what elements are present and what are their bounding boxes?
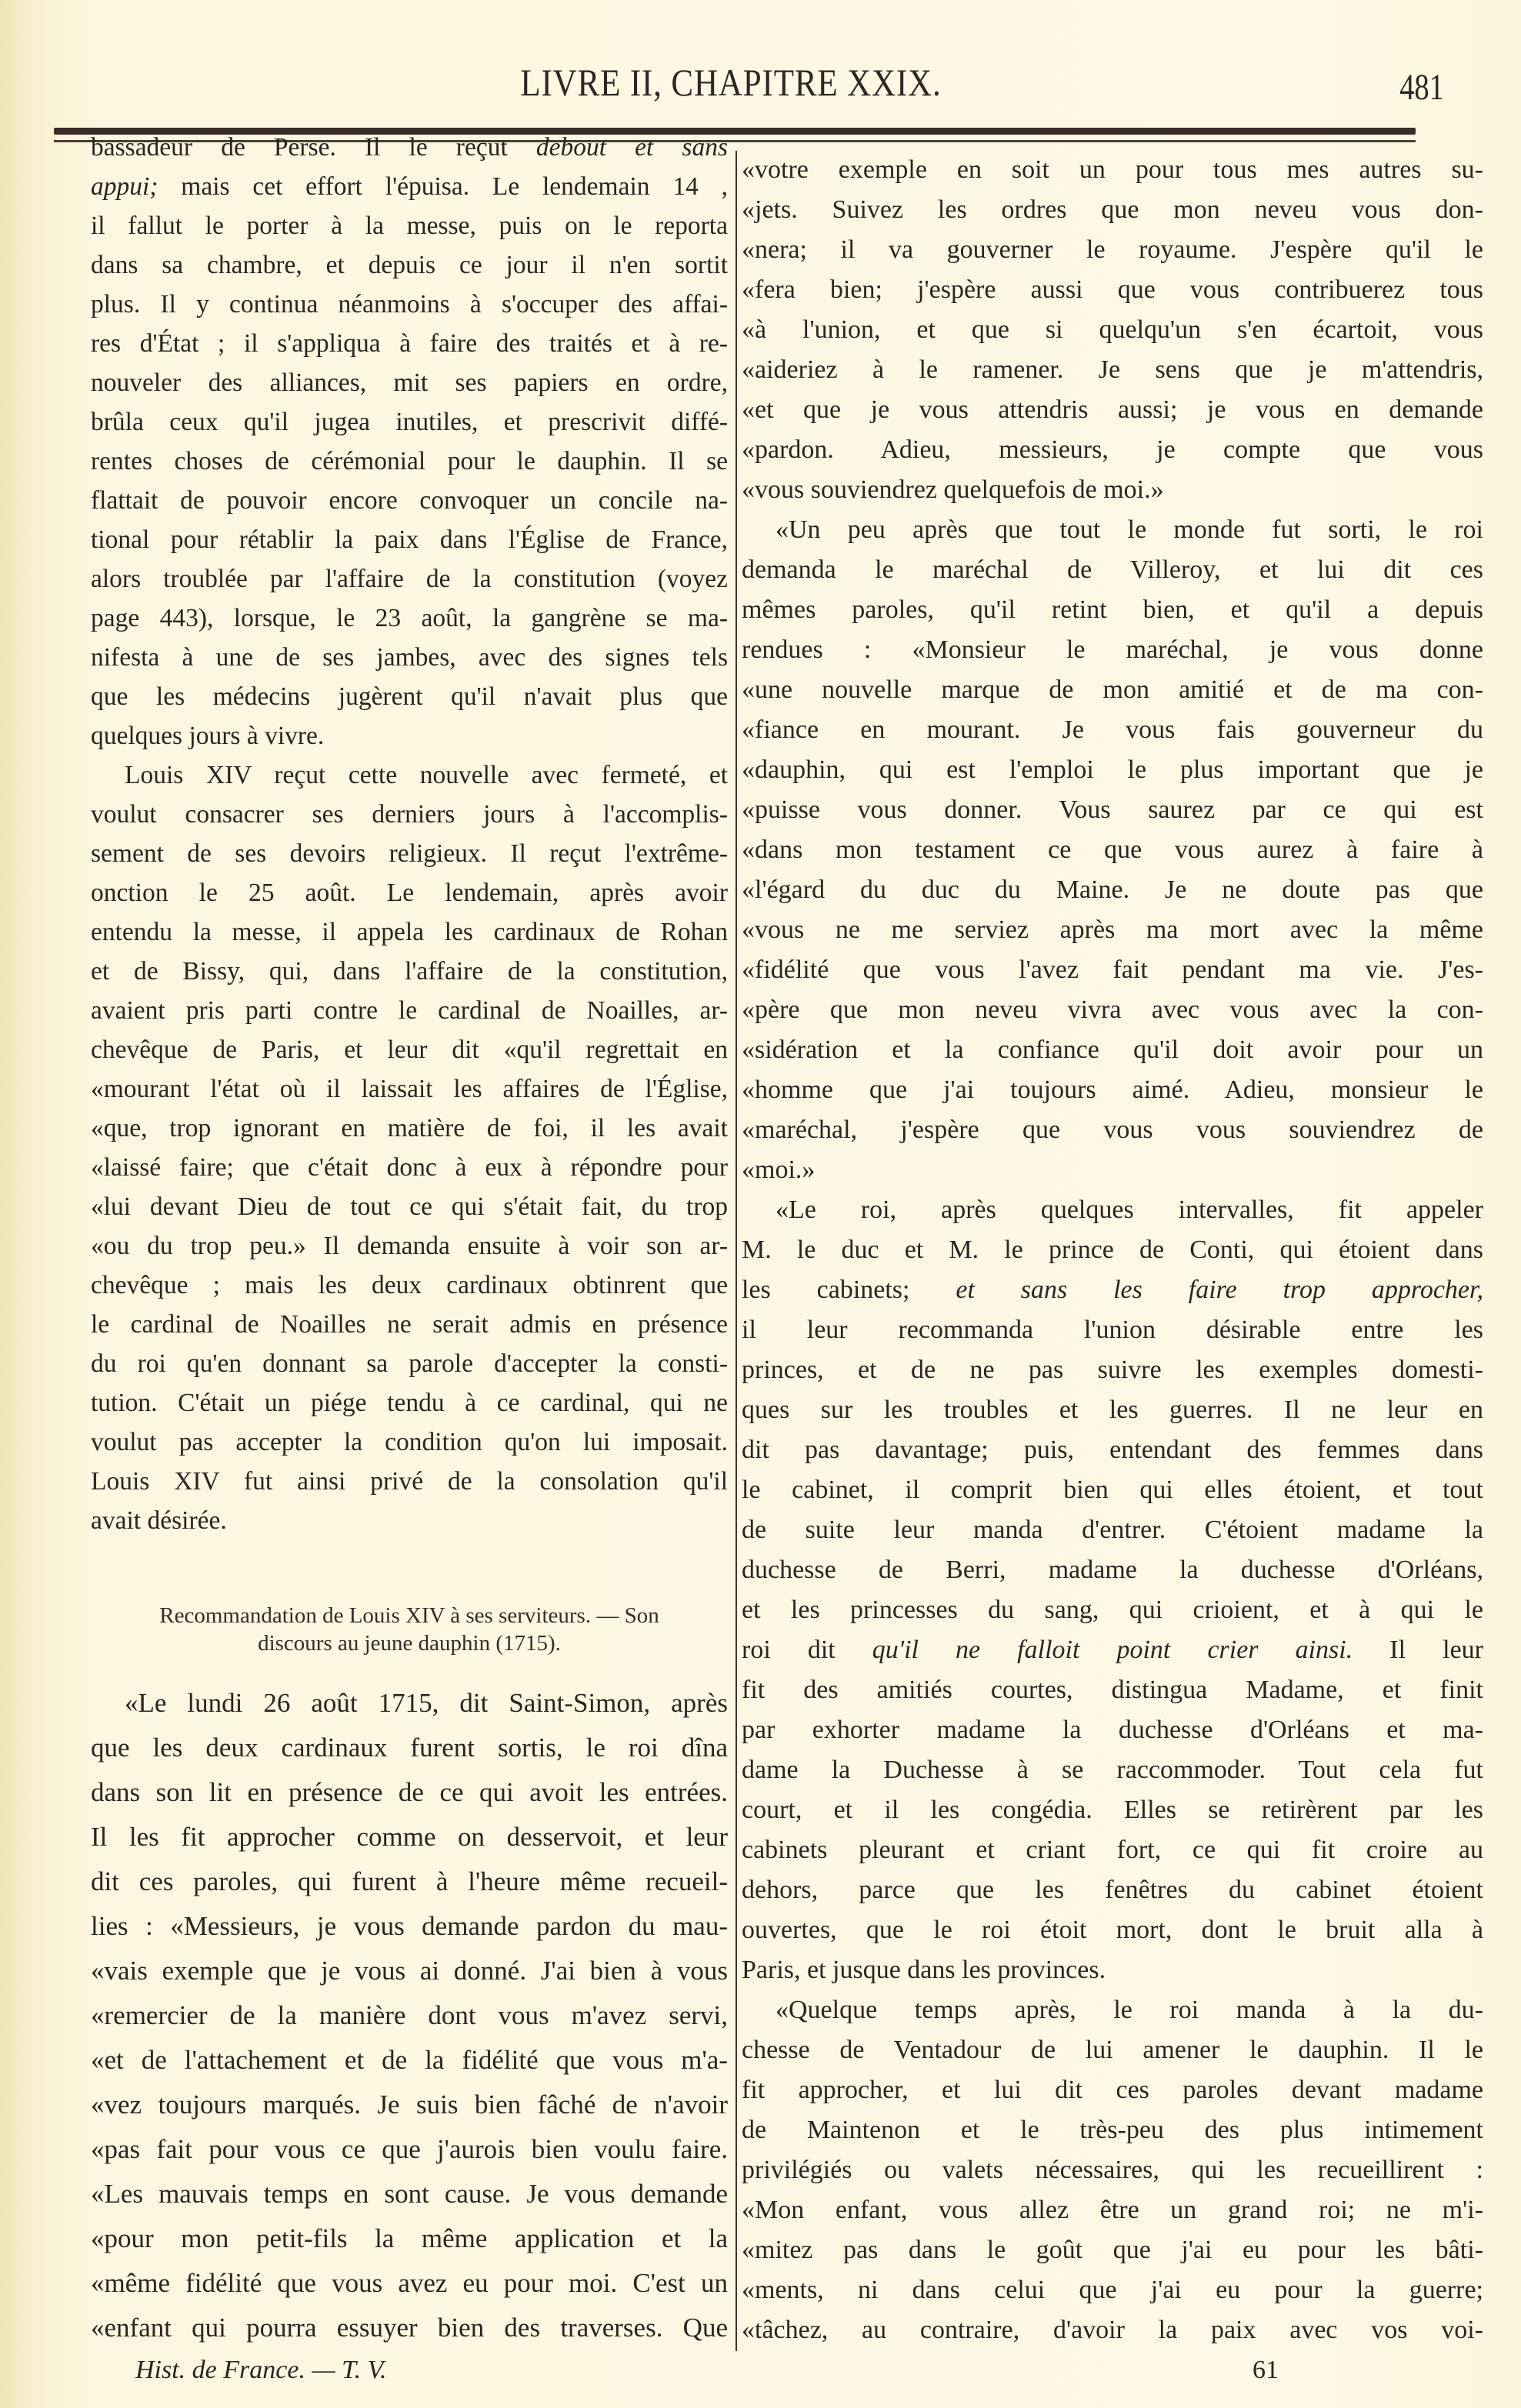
text-segment: il leur recommanda l'union désirable entre les	[742, 1316, 1483, 1344]
text-segment: «laissé faire; que c'était donc à eux à répondre pour	[91, 1153, 728, 1182]
text-line	[91, 285, 728, 324]
text-segment: «et de l'attachement et de la fidélité que vous m'a-	[91, 2045, 728, 2075]
page-header	[0, 60, 1521, 114]
text-line	[742, 710, 1483, 750]
text-line	[91, 1187, 728, 1226]
text-line	[91, 402, 728, 442]
text-line	[91, 324, 728, 363]
text-line	[742, 430, 1483, 470]
text-line	[742, 1750, 1483, 1790]
text-segment: «pardon. Adieu, messieurs, je compte que vous	[742, 435, 1483, 464]
text-segment: «dauphin, qui est l'emploi le plus important que je	[742, 755, 1483, 784]
text-line	[91, 834, 728, 873]
text-segment: Paris, et jusque dans les provinces.	[742, 1956, 1106, 1984]
text-line	[742, 1910, 1483, 1950]
text-line	[91, 1344, 728, 1383]
text-segment: le cardinal de Noailles ne serait admis en présence	[91, 1310, 728, 1339]
text-segment: ques sur les troubles et les guerres. Il ne leur en	[742, 1396, 1483, 1424]
text-segment: il fallut le porter à la messe, puis on le reporta	[91, 212, 728, 240]
text-line	[91, 1109, 728, 1148]
text-segment: «puisse vous donner. Vous saurez par ce qui est	[742, 795, 1483, 824]
paragraph	[742, 1190, 1483, 1990]
text-line	[91, 2038, 728, 2083]
text-segment: Il leur	[1353, 1636, 1483, 1664]
text-line	[742, 870, 1483, 910]
text-segment: lies : «Messieurs, je vous demande pardon du mau-	[91, 1911, 728, 1941]
text-line	[742, 230, 1483, 270]
text-line	[742, 630, 1483, 670]
right-column	[742, 150, 1483, 2350]
text-segment: voulut consacrer ses derniers jours à l'accomplis-	[91, 800, 728, 829]
text-segment: et de Bissy, qui, dans l'affaire de la constitution,	[91, 957, 728, 986]
text-line	[742, 670, 1483, 710]
text-segment: «fiance en mourant. Je vous fais gouverneur du	[742, 715, 1483, 744]
text-line	[91, 716, 728, 755]
text-segment: tional pour rétablir la paix dans l'Église de France,	[91, 525, 728, 554]
text-segment: voulut pas accepter la condition qu'on lui imposait.	[91, 1428, 728, 1456]
text-line	[742, 1030, 1483, 1070]
column-divider	[735, 151, 737, 2351]
text-segment: duchesse de Berri, madame la duchesse d'Orléans,	[742, 1556, 1483, 1584]
text-line	[742, 1630, 1483, 1670]
text-line	[91, 1501, 728, 1540]
italic-segment: debout et sans	[535, 133, 728, 162]
left-paragraphs	[91, 128, 728, 1540]
text-line	[742, 1110, 1483, 1150]
footer-signature: Hist. de France. — T. V.	[135, 2356, 387, 2384]
text-segment: «ou du trop peu.» Il demanda ensuite à voir son ar-	[91, 1232, 728, 1260]
text-line	[91, 1859, 728, 1904]
text-line	[91, 128, 728, 167]
text-segment: nifesta à une de ses jambes, avec des signes tels	[91, 643, 728, 672]
text-segment: nouveler des alliances, mit ses papiers en ordre,	[91, 369, 728, 397]
text-line	[742, 190, 1483, 230]
text-segment: avaient pris parti contre le cardinal de Noailles, ar-	[91, 996, 728, 1025]
text-segment: rendues : «Monsieur le maréchal, je vous donne	[742, 635, 1483, 664]
paragraph	[742, 510, 1483, 1190]
italic-segment: et sans les faire trop approcher,	[956, 1276, 1483, 1304]
text-line	[742, 1190, 1483, 1230]
text-segment: «Le lundi 26 août 1715, dit Saint-Simon, après	[125, 1688, 728, 1718]
text-line	[91, 520, 728, 559]
text-segment: plus. Il y continua néanmoins à s'occuper des affai-	[91, 290, 728, 319]
section-heading	[91, 1602, 728, 1657]
text-segment: fit des amitiés courtes, distingua Madame, et finit	[742, 1676, 1483, 1704]
text-line	[742, 310, 1483, 350]
text-line	[742, 1710, 1483, 1750]
text-line	[742, 2230, 1483, 2270]
text-segment: onction le 25 août. Le lendemain, après avoir	[91, 879, 728, 907]
text-line	[742, 1310, 1483, 1350]
text-segment: roi dit	[742, 1636, 872, 1664]
paragraph	[91, 755, 728, 1540]
text-line	[91, 1383, 728, 1422]
text-segment: «Un peu après que tout le monde fut sorti, le roi	[776, 515, 1483, 544]
text-segment: entendu la messe, il appela les cardinaux de Rohan	[91, 918, 728, 946]
text-line	[742, 590, 1483, 630]
text-segment: «l'égard du duc du Maine. Je ne doute pas que	[742, 875, 1483, 904]
text-segment: dame la Duchesse à se raccommoder. Tout cela fut	[742, 1756, 1483, 1784]
text-line	[742, 1950, 1483, 1990]
text-line	[742, 910, 1483, 950]
text-segment: mêmes paroles, qu'il retint bien, et qu'il a depuis	[742, 595, 1483, 624]
text-segment: que les deux cardinaux furent sortis, le roi dîna	[91, 1733, 728, 1763]
text-line	[742, 270, 1483, 310]
text-segment: «fidélité que vous l'avez fait pendant ma vie. J'es-	[742, 956, 1483, 984]
text-segment: de suite leur manda d'entrer. C'étoient madame la	[742, 1516, 1483, 1544]
text-segment: «aideriez à le ramener. Je sens que je m'attendris,	[742, 355, 1483, 384]
text-segment: sement de ses devoirs religieux. Il reçut l'extrême-	[91, 839, 728, 868]
text-line	[91, 2261, 728, 2306]
text-line	[742, 1070, 1483, 1110]
text-line	[742, 550, 1483, 590]
text-segment: chevêque ; mais les deux cardinaux obtinrent que	[91, 1271, 728, 1299]
text-segment: dit ces paroles, qui furent à l'heure même recueil-	[91, 1866, 728, 1896]
text-line	[91, 1069, 728, 1109]
text-segment: «jets. Suivez les ordres que mon neveu vous don-	[742, 195, 1483, 224]
running-title: LIVRE II, CHAPITRE XXIX.	[520, 61, 942, 104]
text-line	[742, 1390, 1483, 1430]
text-segment: «homme que j'ai toujours aimé. Adieu, monsieur le	[742, 1076, 1483, 1104]
text-segment: res d'État ; il s'appliqua à faire des traités et à re-	[91, 329, 728, 358]
text-segment: dehors, parce que les fenêtres du cabinet étoient	[742, 1876, 1483, 1904]
paragraph	[91, 1681, 728, 2350]
text-line	[91, 559, 728, 599]
text-segment: «sidération et la confiance qu'il doit avoir pour un	[742, 1036, 1483, 1064]
text-segment: «pas fait pour vous ce que j'aurois bien voulu faire.	[91, 2134, 728, 2164]
text-segment: «nera; il va gouverner le royaume. J'espère qu'il le	[742, 235, 1483, 264]
text-segment: dit pas davantage; puis, entendant des femmes dans	[742, 1436, 1483, 1464]
text-segment: bassadeur de Perse. Il le reçut	[91, 133, 536, 162]
text-segment: «père que mon neveu vivra avec vous avec la con-	[742, 996, 1483, 1024]
text-segment: de Maintenon et le très-peu des plus intimement	[742, 2116, 1483, 2144]
left-column-speech	[91, 1681, 728, 2350]
text-segment: page 443), lorsque, le 23 août, la gangrène se ma-	[91, 604, 728, 632]
text-segment: «vez toujours marqués. Je suis bien fâché de n'avoir	[91, 2089, 728, 2120]
text-segment: quelques jours à vivre.	[91, 722, 325, 750]
text-line	[91, 442, 728, 481]
text-segment: dans son lit en présence de ce qui avoit les entrées.	[91, 1777, 728, 1807]
text-segment: «vous ne me serviez après ma mort avec la même	[742, 916, 1483, 944]
text-segment: «moi.»	[742, 1156, 816, 1184]
text-segment: «dans mon testament ce que vous aurez à faire à	[742, 835, 1483, 864]
text-line	[91, 2127, 728, 2172]
text-segment: «lui devant Dieu de tout ce qui s'était fait, du trop	[91, 1192, 728, 1221]
text-segment: «Le roi, après quelques intervalles, fit appeler	[776, 1196, 1483, 1224]
text-line	[742, 1870, 1483, 1910]
text-line	[91, 1815, 728, 1859]
italic-segment: qu'il ne falloit point crier ainsi.	[872, 1636, 1353, 1664]
text-line	[742, 510, 1483, 550]
text-line	[742, 1270, 1483, 1310]
text-line	[742, 790, 1483, 830]
text-line	[742, 2150, 1483, 2190]
text-segment: alors troublée par l'affaire de la constitution (voyez	[91, 565, 728, 593]
text-segment: «Les mauvais temps en sont cause. Je vous demande	[91, 2179, 728, 2209]
text-segment: rentes choses de cérémonial pour le dauphin. Il se	[91, 447, 728, 475]
text-line	[742, 830, 1483, 870]
text-segment: «enfant qui pourra essuyer bien des traverses. Que	[91, 2313, 728, 2343]
text-line	[91, 1681, 728, 1726]
text-line	[91, 1266, 728, 1305]
paragraph	[742, 150, 1483, 510]
text-segment: «Mon enfant, vous allez être un grand roi; ne m'i-	[742, 2196, 1483, 2224]
text-line	[742, 1990, 1483, 2030]
footer-sheet-number: 61	[1252, 2356, 1279, 2384]
section-heading-line: Recommandation de Louis XIV à ses serviteurs. — Son	[159, 1603, 659, 1628]
text-line	[91, 991, 728, 1030]
text-segment: ouvertes, que le roi étoit mort, dont le bruit alla à	[742, 1916, 1483, 1944]
text-line	[91, 599, 728, 638]
right-paragraphs	[742, 150, 1483, 2350]
text-line	[742, 1830, 1483, 1870]
text-line	[91, 677, 728, 716]
speech-paragraph	[91, 1681, 728, 2350]
text-line	[742, 1670, 1483, 1710]
text-line	[742, 1150, 1483, 1190]
paragraph	[91, 128, 728, 755]
text-line	[91, 755, 728, 795]
text-segment: «vous souviendrez quelquefois de moi.»	[742, 475, 1164, 504]
text-line	[91, 1949, 728, 1993]
text-line	[742, 1430, 1483, 1470]
text-line	[742, 1350, 1483, 1390]
text-line	[742, 1790, 1483, 1830]
text-segment: «remercier de la manière dont vous m'avez servi,	[91, 2000, 728, 2030]
text-line	[91, 206, 728, 245]
text-segment: «une nouvelle marque de mon amitié et de ma con-	[742, 675, 1483, 704]
text-segment: «même fidélité que vous avez eu pour moi. C'est un	[91, 2268, 728, 2298]
section-heading-line: discours au jeune dauphin (1715).	[258, 1631, 561, 1656]
text-segment: flattait de pouvoir encore convoquer un concile na-	[91, 486, 728, 515]
text-line	[91, 795, 728, 834]
text-line	[742, 750, 1483, 790]
text-line	[91, 363, 728, 402]
text-segment: M. le duc et M. le prince de Conti, qui étoient dans	[742, 1236, 1483, 1264]
text-segment: tution. C'était un piége tendu à ce cardinal, qui ne	[91, 1389, 728, 1417]
text-line	[742, 2110, 1483, 2150]
text-line	[91, 1770, 728, 1815]
text-line	[91, 2083, 728, 2127]
text-line	[742, 1550, 1483, 1590]
text-segment: court, et il les congédia. Elles se retirèrent par les	[742, 1796, 1483, 1824]
text-segment: «mitez pas dans le goût que j'ai eu pour les bâti-	[742, 2236, 1483, 2264]
text-line	[91, 1148, 728, 1187]
text-segment: cabinets pleurant et criant fort, ce qui fit croire au	[742, 1836, 1483, 1864]
text-segment: «votre exemple en soit un pour tous mes autres su-	[742, 155, 1483, 184]
text-segment: brûla ceux qu'il jugea inutiles, et prescrivit diffé-	[91, 408, 728, 436]
text-segment: «ments, ni dans celui que j'ai eu pour la guerre;	[742, 2276, 1483, 2304]
text-line	[91, 2216, 728, 2261]
text-segment: le cabinet, il comprit bien qui elles étoient, et tout	[742, 1476, 1483, 1504]
text-segment: «à l'union, et que si quelqu'un s'en écartoit, vous	[742, 315, 1483, 344]
text-line	[91, 1462, 728, 1501]
text-segment: «mourant l'état où il laissait les affaires de l'Église,	[91, 1075, 728, 1103]
text-line	[91, 1305, 728, 1344]
text-line	[742, 1590, 1483, 1630]
text-line	[742, 1230, 1483, 1270]
text-segment: dans sa chambre, et depuis ce jour il n'en sortit	[91, 251, 728, 279]
text-line	[742, 350, 1483, 390]
text-segment: «et que je vous attendris aussi; je vous en demande	[742, 395, 1483, 424]
text-line	[742, 2030, 1483, 2070]
paragraph	[742, 1990, 1483, 2350]
text-segment: «que, trop ignorant en matière de foi, il les avait	[91, 1114, 728, 1142]
text-line	[742, 2190, 1483, 2230]
text-segment: «Quelque temps après, le roi manda à la du-	[776, 1996, 1483, 2024]
text-segment: chevêque de Paris, et leur dit «qu'il regrettait en	[91, 1036, 728, 1064]
text-line	[91, 167, 728, 206]
text-line	[742, 390, 1483, 430]
text-line	[91, 2306, 728, 2350]
text-line	[742, 2270, 1483, 2310]
italic-segment: appui;	[91, 172, 158, 201]
text-line	[91, 245, 728, 285]
text-segment: chesse de Ventadour de lui amener le dauphin. Il le	[742, 2036, 1483, 2064]
text-line	[91, 1030, 728, 1069]
left-column-body	[91, 128, 728, 1540]
text-segment: «pour mon petit-fils la même application et la	[91, 2223, 728, 2253]
text-line	[91, 638, 728, 677]
text-segment: avait désirée.	[91, 1506, 227, 1535]
text-segment: «tâchez, au contraire, d'avoir la paix avec vos voi-	[742, 2316, 1483, 2344]
text-line	[91, 1422, 728, 1462]
text-line	[742, 990, 1483, 1030]
text-line	[91, 1993, 728, 2038]
text-line	[91, 1726, 728, 1770]
text-line	[742, 470, 1483, 510]
text-line	[742, 1510, 1483, 1550]
page-number: 481	[1399, 67, 1444, 108]
text-segment: par exhorter madame la duchesse d'Orléans et ma-	[742, 1716, 1483, 1744]
text-segment: que les médecins jugèrent qu'il n'avait plus que	[91, 682, 728, 711]
text-segment: privilégiés ou valets nécessaires, qui les recueillirent :	[742, 2156, 1483, 2184]
text-line	[91, 481, 728, 520]
text-segment: du roi qu'en donnant sa parole d'accepter la consti-	[91, 1349, 728, 1378]
text-line	[742, 2310, 1483, 2350]
text-line	[91, 2172, 728, 2216]
text-line	[91, 912, 728, 952]
text-line	[91, 873, 728, 912]
text-segment: princes, et de ne pas suivre les exemples domesti-	[742, 1356, 1483, 1384]
text-line	[91, 1904, 728, 1949]
text-segment: mais cet effort l'épuisa. Le lendemain 14 ,	[158, 172, 728, 201]
text-line	[91, 1226, 728, 1266]
text-line	[742, 150, 1483, 190]
text-segment: Il les fit approcher comme on desservoit, et leur	[91, 1822, 728, 1852]
text-segment: et les princesses du sang, qui crioient, et à qui le	[742, 1596, 1483, 1624]
text-segment: Louis XIV fut ainsi privé de la consolation qu'il	[91, 1467, 728, 1496]
text-line	[742, 950, 1483, 990]
text-segment: «maréchal, j'espère que vous vous souviendrez de	[742, 1116, 1483, 1144]
text-segment: Louis XIV reçut cette nouvelle avec fermeté, et	[125, 761, 728, 789]
text-line	[91, 952, 728, 991]
text-line	[742, 2070, 1483, 2110]
text-segment: «vais exemple que je vous ai donné. J'ai bien à vous	[91, 1956, 728, 1986]
text-segment: «fera bien; j'espère aussi que vous contribuerez tous	[742, 275, 1483, 304]
text-segment: demanda le maréchal de Villeroy, et lui dit ces	[742, 555, 1483, 584]
text-line	[742, 1470, 1483, 1510]
text-segment: les cabinets;	[742, 1276, 956, 1304]
text-segment: fit approcher, et lui dit ces paroles devant madame	[742, 2076, 1483, 2104]
